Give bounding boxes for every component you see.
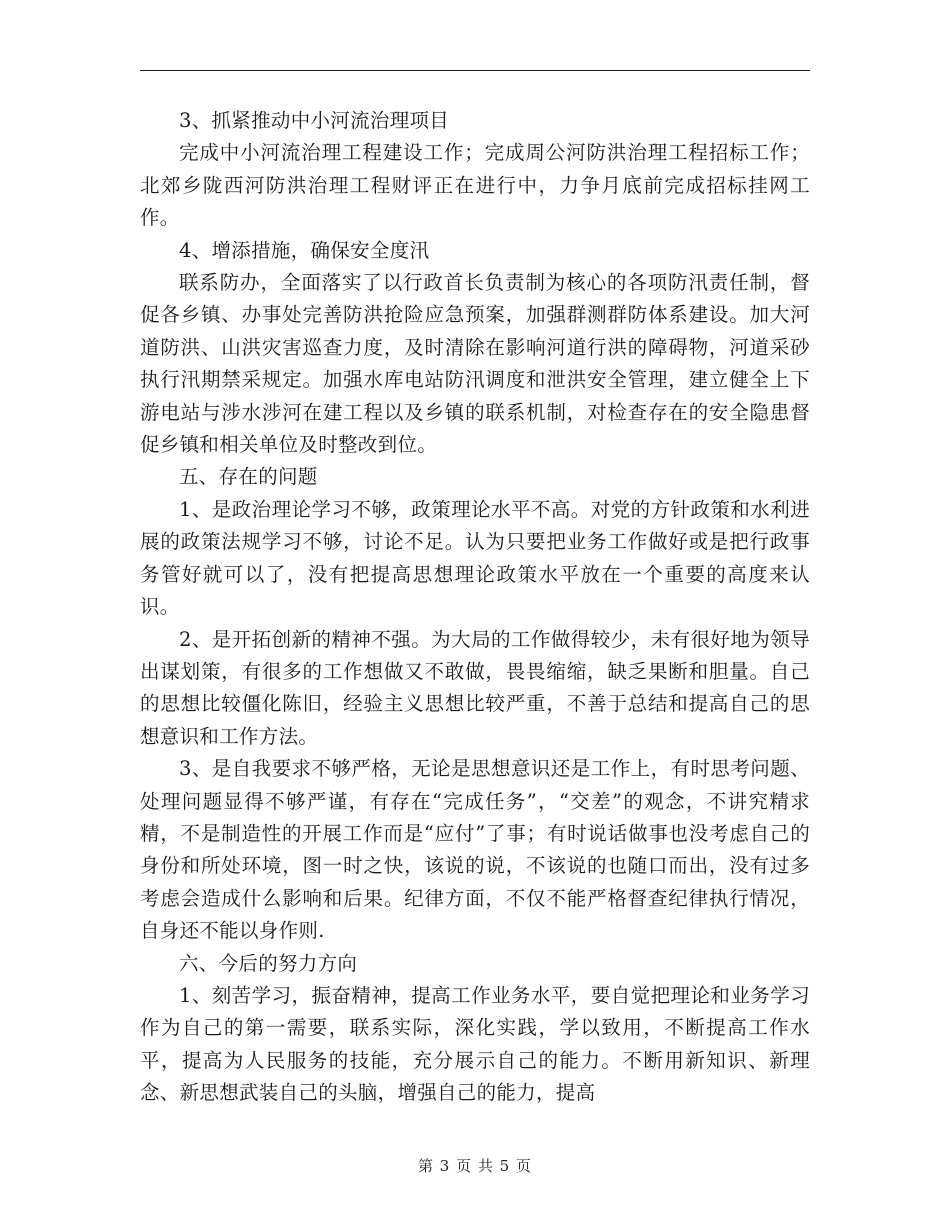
paragraph-future-1: 1、刻苦学习，振奋精神，提高工作业务水平，要自觉把理论和业务学习作为自己的第一需要，联系实际，深化实践，学以致用，不断提高工作水平，提高为人民服务的技能，充分展示自己的能力。不断用新知识、新理念、新思想武装自己的头脑，增强自己的能力，提高 (140, 983, 810, 1105)
document-body (140, 105, 810, 1110)
paragraph-river-governance: 完成中小河流治理工程建设工作；完成周公河防洪治理工程招标工作；北郊乡陇西河防洪治理工程财评正在进行中，力争月底前完成招标挂网工作。 (140, 141, 810, 230)
paragraph-problem-3: 3、是自我要求不够严格，无论是思想意识还是工作上，有时思考问题、处理问题显得不够严谨，有存在“完成任务”，“交差”的观念，不讲究精求精，不是制造性的开展工作而是“应付”了事；有时说话做事也没考虑自己的身份和所处环境，图一时之快，该说的说，不该说的也随口而出，没有过多考虑会造成什么影响和后果。纪律方面，不仅不能严格督查纪律执行情况，自身还不能以身作则. (140, 757, 810, 943)
header-rule (140, 70, 810, 71)
page-number-footer: 第 3 页 共 5 页 (418, 1157, 532, 1175)
section-heading-flood-safety: 4、增添措施，确保安全度汛 (179, 238, 430, 262)
paragraph-problem-1: 1、是政治理论学习不够，政策理论水平不高。对党的方针政策和水利进展的政策法规学习不够，讨论不足。认为只要把业务工作做好或是把行政事务管好就可以了，没有把提高思想理论政策水平放在一个重要的高度来认识。 (140, 497, 810, 619)
section-heading-future-direction: 六、今后的努力方向 (179, 951, 358, 975)
section-heading-problems: 五、存在的问题 (179, 465, 318, 489)
paragraph-problem-2: 2、是开拓创新的精神不强。为大局的工作做得较少，未有很好地为领导出谋划策，有很多的工作想做又不敢做，畏畏缩缩，缺乏果断和胆量。自己的思想比较僵化陈旧，经验主义思想比较严重，不善于总结和提高自己的思想意识和工作方法。 (140, 627, 810, 748)
paragraph-flood-safety: 联系防办，全面落实了以行政首长负责制为核心的各项防汛责任制，督促各乡镇、办事处完善防洪抢险应急预案，加强群测群防体系建设。加大河道防洪、山洪灾害巡查力度，及时清除在影响河道行洪的障碍物，河道采砂执行汛期禁采规定。加强水库电站防汛调度和泄洪安全管理，建立健全上下游电站与涉水涉河在建工程以及乡镇的联系机制，对检查存在的安全隐患督促乡镇和相关单位及时整改到位。 (140, 271, 810, 457)
section-heading-river-governance: 3、抓紧推动中小河流治理项目 (179, 109, 450, 132)
